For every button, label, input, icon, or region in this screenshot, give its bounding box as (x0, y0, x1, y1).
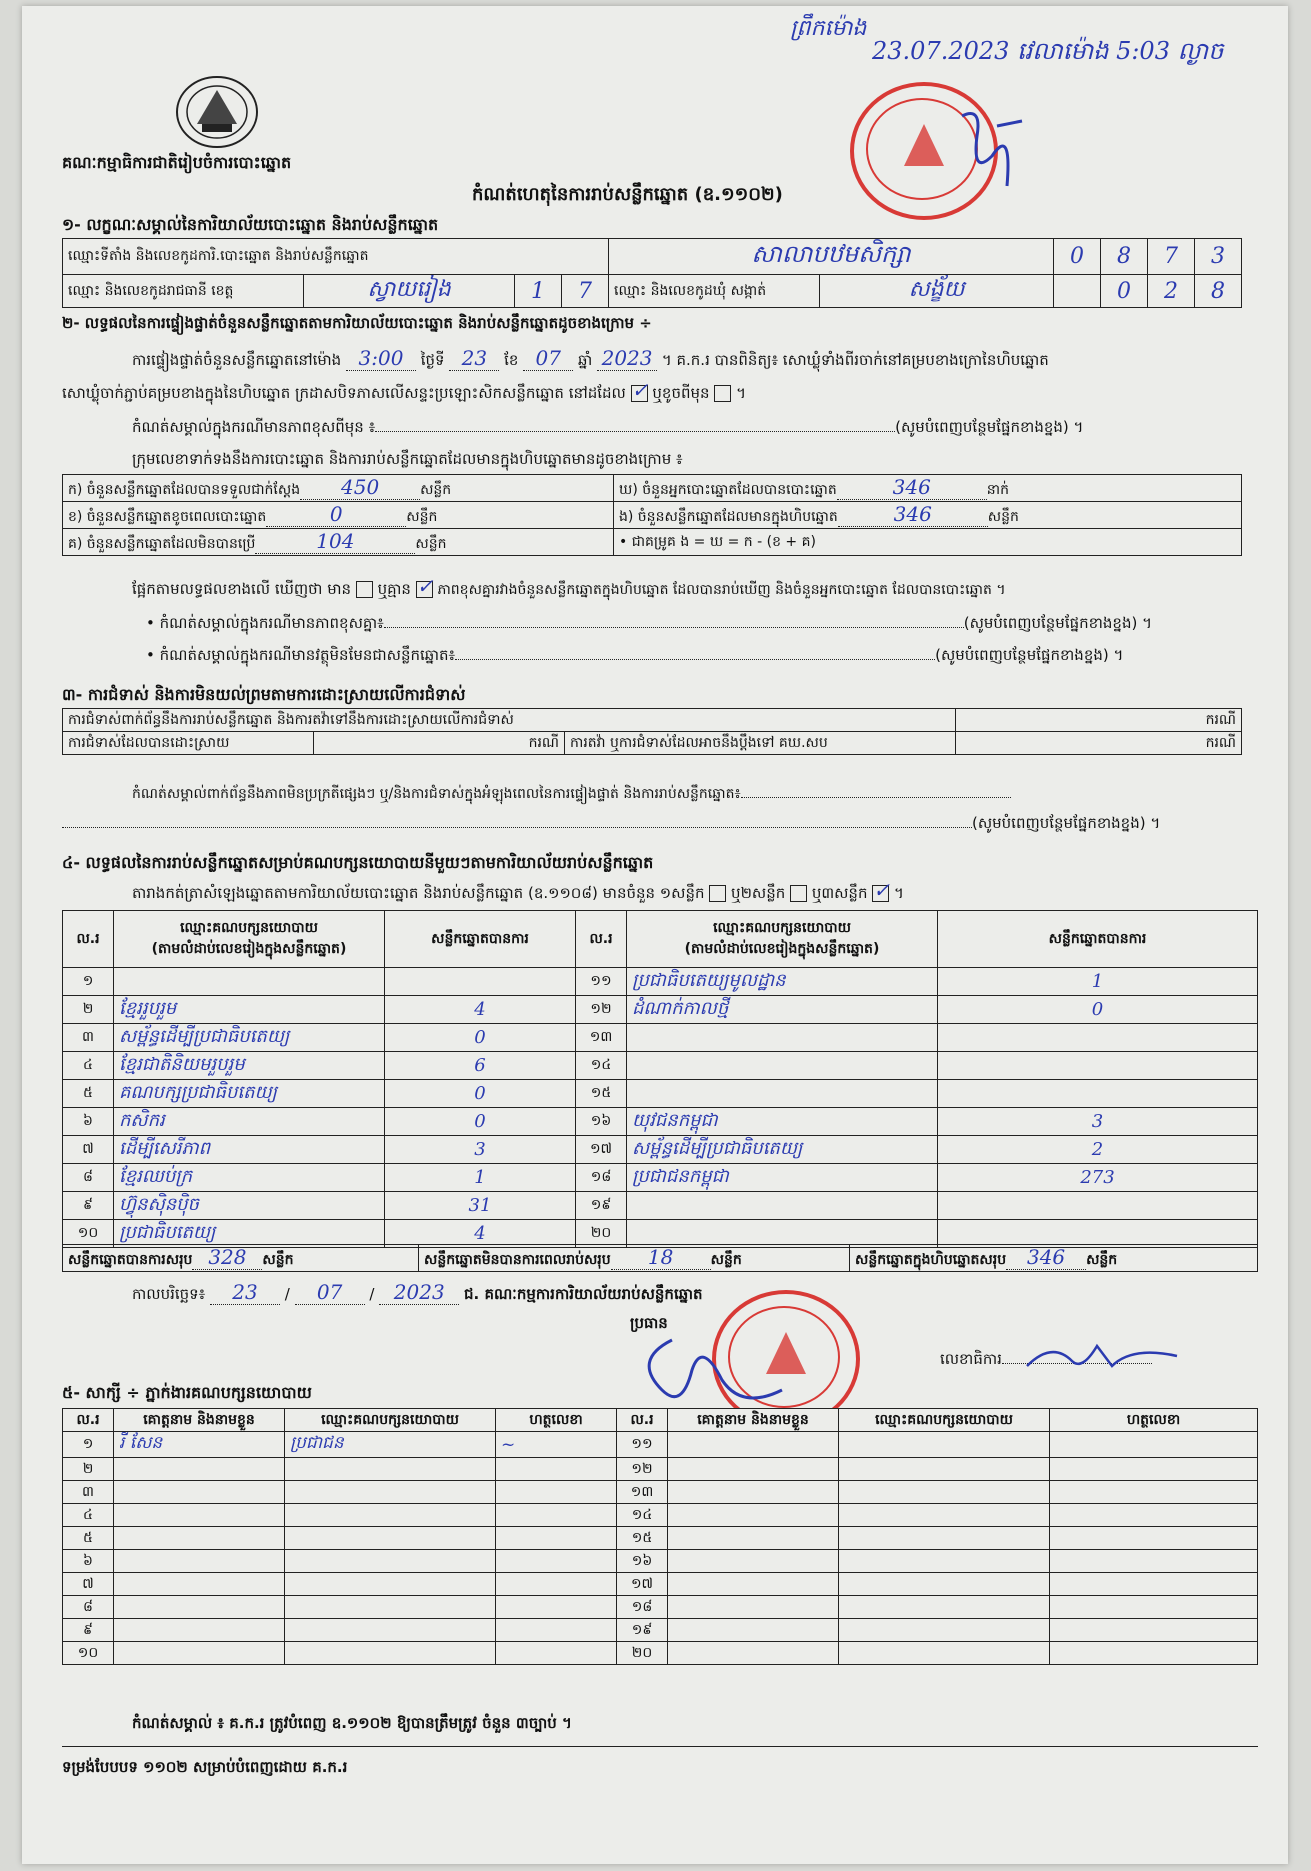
result-no: ៣ (63, 1024, 114, 1052)
table-row (63, 1481, 1258, 1504)
witness-signature (496, 1527, 617, 1550)
result-party-name: សម្ព័ន្ធដើម្បីប្រជាធិបតេយ្យ (114, 1024, 385, 1052)
witness-no: ១៣ (617, 1481, 668, 1504)
result-no: ១៥ (576, 1080, 627, 1108)
ballots-in-box-value: 346 (838, 502, 988, 527)
result-votes: 31 (385, 1192, 576, 1220)
section-4-title: ៤- លទ្ធផលនៃការរាប់សន្លឹកឆ្នោតសម្រាប់គណបក្សនយោបាយនីមួយៗតាមការិយាល័យរាប់សន្លឹកឆ្នោត (62, 853, 654, 872)
verification-line: ការផ្ទៀងផ្ទាត់ចំនួនសន្លឹកឆ្នោតនៅម៉ោង 3:00 ថ្ងៃទី 23 ខែ 07 ឆ្នាំ 2023 ។ គ.ក.រ បានពិនិត្យ៖ សោឃ្លុំទាំងពីរចាក់នៅគម្របខាងក្រោនៃហិបឆ្នោត (132, 346, 1049, 370)
witness-name (668, 1550, 839, 1573)
has-difference-checkbox[interactable] (356, 581, 373, 598)
ballot-figures-table (62, 474, 1242, 556)
province-name: ស្វាយរៀង (304, 275, 515, 308)
result-no: ១៣ (576, 1024, 627, 1052)
result-party-name (627, 1080, 938, 1108)
station-label: ឈ្មោះទីតាំង និងលេខកូដការិ.បោះឆ្នោត និងរាប់សន្លឹកឆ្នោត (63, 239, 609, 275)
spoiled-ballots-value: 0 (266, 502, 406, 527)
section-2-title: ២- លទ្ធផលនៃការផ្ទៀងផ្ទាត់ចំនួនសន្លឹកឆ្នោតតាមការិយាល័យបោះឆ្នោត និងរាប់សន្លឹកឆ្នោតដូចខាងក្រោម ÷ (62, 314, 652, 332)
nec-logo-icon (172, 72, 262, 152)
witness-name (114, 1481, 285, 1504)
result-no: ២ (63, 996, 114, 1024)
table-row (63, 1573, 1258, 1596)
difference-remark-line: • កំណត់សម្គាល់ក្នុងករណីមានភាពខុសគ្នា៖ (សូមបំពេញបន្ថែមផ្នែកខាងខ្នង) ។ (146, 614, 1152, 632)
irregularities-note: កំណត់សម្គាល់ពាក់ព័ន្ធនឹងភាពមិនប្រក្រតីផ្សេងៗ ឬ/និងការជំទាស់ក្នុងអំឡុងពេលនៃការផ្ទៀងផ្ទាត់ និងការរាប់សន្លឹកឆ្នោត៖ (132, 784, 1011, 805)
witness-signature (1050, 1573, 1258, 1596)
tally-sheets-line: តារាងកត់ត្រាសំឡេងឆ្នោតតាមការិយាល័យបោះឆ្នោត និងរាប់សន្លឹកឆ្នោត (ឧ.១១០៨) មានចំនួន ១សន្លឹក ឬ២សន្លឹក ឬ៣សន្លឹក ✓ ។ (132, 878, 904, 902)
witness-signature: ~ (496, 1432, 617, 1458)
result-no: ១១ (576, 968, 627, 996)
witness-party (285, 1573, 496, 1596)
table-row: ខ) ចំនួនសន្លឹកឆ្នោតខូចពេលបោះឆ្នោត 0 សន្លឹក ង) ចំនួនសន្លឹកឆ្នោតដែលមានក្នុងហិបឆ្នោត 346 សន្លឹក (63, 502, 1242, 529)
result-party-name: ប្រជាធិបតេយ្យ (114, 1220, 385, 1248)
result-votes: 0 (385, 1108, 576, 1136)
ballot-figures-intro: ក្រុមលេខាទាក់ទងនឹងការបោះឆ្នោត និងការរាប់សន្លឹកឆ្នោតដែលមានក្នុងហិបឆ្នោតមានដូចខាងក្រោម ៖ (132, 450, 683, 468)
witness-name (114, 1527, 285, 1550)
witness-signature (1050, 1504, 1258, 1527)
witness-name (114, 1642, 285, 1665)
table-row (63, 1108, 1258, 1136)
table-row (63, 1024, 1258, 1052)
witness-no: ១ (63, 1432, 114, 1458)
result-no: ៥ (63, 1080, 114, 1108)
verification-month: 07 (523, 346, 573, 371)
witness-name (114, 1573, 285, 1596)
province-label: ឈ្មោះ និងលេខកូដរាជធានី ខេត្ត (63, 275, 304, 308)
result-votes: 0 (938, 996, 1258, 1024)
witness-name (668, 1458, 839, 1481)
witness-no: ៨ (63, 1596, 114, 1619)
witness-no: ១៩ (617, 1619, 668, 1642)
seal-check-line: សោឃ្លុំចាក់ភ្ជាប់គម្របខាងក្នុងនៃហិបឆ្នោត ក្រដាសបិទភាសលើសន្ទះប្រឡោះសិកសន្លឹកឆ្នោត នៅដដែល ✓ ឬខូចពីមុន ។ (62, 378, 746, 402)
witness-signature (496, 1619, 617, 1642)
unused-ballots-value: 104 (255, 529, 415, 554)
objection-row-1-label: ការជំទាស់ពាក់ព័ន្ធនឹងការរាប់សន្លឹកឆ្នោត និងការតវ៉ាទៅនឹងការដោះស្រាយលើការជំទាស់ (63, 709, 956, 732)
witness-party (285, 1642, 496, 1665)
witness-no: ២០ (617, 1642, 668, 1665)
witness-name (114, 1504, 285, 1527)
witness-party (839, 1481, 1050, 1504)
date-day: 23 (210, 1280, 280, 1305)
result-party-name (114, 968, 385, 996)
station-name: សាលាបឋមសិក្សា (609, 239, 1054, 275)
witness-name (668, 1596, 839, 1619)
station-code-digit: 7 (1148, 239, 1195, 275)
president-label: ប្រធាន (630, 1314, 668, 1332)
totals-table: សន្លឹកឆ្នោតបានការសរុប 328 សន្លឹក សន្លឹកឆ្នោតមិនបានការពេលរាប់សរុប 18 សន្លឹក សន្លឹកឆ្នោតក្នុងហិបឆ្នោតសរុប 346 សន្លឹក (62, 1244, 1258, 1272)
result-no: ១៧ (576, 1136, 627, 1164)
witness-no: ៣ (63, 1481, 114, 1504)
total-invalid-value: 18 (611, 1245, 711, 1270)
table-row: គ) ចំនួនសន្លឹកឆ្នោតដែលមិនបានប្រើ 104 សន្លឹក • ជាគម្រូគ ង = ឃ = ក - (ខ + គ) (63, 529, 1242, 556)
result-no: ១៨ (576, 1164, 627, 1192)
objections-table: ការជំទាស់ពាក់ព័ន្ធនឹងការរាប់សន្លឹកឆ្នោត និងការតវ៉ាទៅនឹងការដោះស្រាយលើការជំទាស់ ករណី ការជំទាស់ដែលបានដោះស្រាយ ករណី ការតវ៉ា ឬការជំទាស់ដែលអាចនឹងប្ដឹងទៅ គឃ.សប ករណី (62, 708, 1242, 755)
total-valid-value: 328 (192, 1245, 262, 1270)
result-no: ៨ (63, 1164, 114, 1192)
witness-signature (496, 1573, 617, 1596)
difference-check-line: ផ្អែកតាមលទ្ធផលខាងលើ ឃើញថា មាន ឬគ្មាន ✓ ភាពខុសគ្នារវាងចំនួនសន្លឹកឆ្នោតក្នុងហិបឆ្នោត ដែលបានរាប់ឃើញ និងចំនួនអ្នកបោះឆ្នោត ដែលបានបោះឆ្នោត ។ (132, 574, 1006, 598)
table-row (63, 1052, 1258, 1080)
witness-party (285, 1619, 496, 1642)
commune-code-digit: 2 (1148, 275, 1195, 308)
witness-party (839, 1596, 1050, 1619)
form-footer: ទម្រង់បែបបទ ១១០២ សម្រាប់បំពេញដោយ គ.ក.រ (62, 1758, 348, 1776)
table-row (63, 1642, 1258, 1665)
voters-count-value: 346 (837, 475, 987, 500)
signature-top-icon (952, 96, 1032, 196)
witness-no: ៩ (63, 1619, 114, 1642)
witness-party (285, 1458, 496, 1481)
witness-name (114, 1619, 285, 1642)
result-votes: 2 (938, 1136, 1258, 1164)
table-row (63, 1619, 1258, 1642)
result-party-name: យុវជនកម្ពុជា (627, 1108, 938, 1136)
table-row (63, 1192, 1258, 1220)
witness-no: ៥ (63, 1527, 114, 1550)
witness-name (668, 1504, 839, 1527)
witness-no: ៤ (63, 1504, 114, 1527)
verification-year: 2023 (597, 346, 657, 371)
result-no: ៧ (63, 1136, 114, 1164)
station-code-digit: 8 (1101, 239, 1148, 275)
section-5-title: ៥- សាក្សី ÷ ភ្នាក់ងារគណបក្សនយោបាយ (62, 1383, 312, 1402)
form-page (22, 6, 1288, 1864)
witness-name (114, 1550, 285, 1573)
witness-party (285, 1504, 496, 1527)
witness-no: ១៧ (617, 1573, 668, 1596)
witness-party (839, 1550, 1050, 1573)
result-party-name: ប្រជាធិបតេយ្យមូលដ្ឋាន (627, 968, 938, 996)
footnote: កំណត់សម្គាល់ ៖ គ.ក.រ ត្រូវបំពេញ ឧ.១១០២ ឱ្យបានត្រឹមត្រូវ ចំនួន ៣ច្បាប់ ។ (132, 1714, 572, 1732)
witness-signature (496, 1596, 617, 1619)
result-no: ១២ (576, 996, 627, 1024)
witness-no: ៧ (63, 1573, 114, 1596)
province-code-digit: 7 (562, 275, 609, 308)
witness-party (839, 1573, 1050, 1596)
witness-name (114, 1458, 285, 1481)
result-party-name: ខ្មែរជាតិនិយមរួបរួម (114, 1052, 385, 1080)
result-party-name: ខ្មែររួបរួម (114, 996, 385, 1024)
verification-day: 23 (449, 346, 499, 371)
result-no: ១ (63, 968, 114, 996)
result-party-name: ប្រជាជនកម្ពុជា (627, 1164, 938, 1192)
witness-no: ៦ (63, 1550, 114, 1573)
table-row: ក) ចំនួនសន្លឹកឆ្នោតដែលបានទទួលជាក់ស្តែង 450 សន្លឹក ឃ) ចំនួនអ្នកបោះឆ្នោតដែលបានបោះឆ្នោត 346 នាក់ (63, 475, 1242, 502)
verification-time: 3:00 (346, 346, 416, 371)
witness-party (285, 1596, 496, 1619)
witness-party (839, 1527, 1050, 1550)
witness-party (839, 1642, 1050, 1665)
result-party-name: កសិករ (114, 1108, 385, 1136)
witness-no: ១៨ (617, 1596, 668, 1619)
province-code-digit: 1 (515, 275, 562, 308)
witness-party (839, 1504, 1050, 1527)
witness-party (839, 1458, 1050, 1481)
result-no: ៩ (63, 1192, 114, 1220)
witness-party (285, 1550, 496, 1573)
witness-name: រី សែន (114, 1432, 285, 1458)
station-code-digit: 3 (1195, 239, 1242, 275)
witness-signature (496, 1458, 617, 1481)
result-no: ៤ (63, 1052, 114, 1080)
handwritten-time-note-1: ព្រឹកម៉ោង (790, 16, 867, 41)
result-no: ៦ (63, 1108, 114, 1136)
witness-party (839, 1432, 1050, 1458)
result-votes: 273 (938, 1164, 1258, 1192)
result-party-name: ដើម្បីសេរីភាព (114, 1136, 385, 1164)
station-code-digit: 0 (1054, 239, 1101, 275)
result-votes (938, 1052, 1258, 1080)
witness-name (668, 1481, 839, 1504)
result-no: ១៩ (576, 1192, 627, 1220)
resolved-objections-label: ការជំទាស់ដែលបានដោះស្រាយ (63, 732, 314, 755)
result-party-name: ខ្មែរឈប់ក្រ (114, 1164, 385, 1192)
witness-signature (1050, 1527, 1258, 1550)
result-votes: 0 (385, 1024, 576, 1052)
witness-signature (496, 1504, 617, 1527)
form-title: កំណត់ហេតុនៃការរាប់សន្លឹកឆ្នោត (ឧ.១១០២) (472, 184, 783, 205)
witness-signature (1050, 1432, 1258, 1458)
result-party-name (627, 1024, 938, 1052)
witness-signature (1050, 1642, 1258, 1665)
result-no: ១០ (63, 1220, 114, 1248)
difference-note-line: កំណត់សម្គាល់ក្នុងករណីមានភាពខុសពីមុន ៖ (សូមបំពេញបន្ថែមផ្នែកខាងខ្នង) ។ (132, 418, 1084, 436)
result-votes: 0 (385, 1080, 576, 1108)
irregularities-fill-line: (សូមបំពេញបន្ថែមផ្នែកខាងខ្នង) ។ (62, 814, 1160, 836)
table-row (63, 1458, 1258, 1481)
total-in-box-value: 346 (1006, 1245, 1086, 1270)
station-identity-table (62, 238, 1242, 308)
secretary-label: លេខាធិការ (940, 1350, 1152, 1372)
result-votes: 3 (385, 1136, 576, 1164)
damaged-checkbox[interactable] (714, 385, 731, 402)
witness-name (668, 1432, 839, 1458)
handwritten-time-note-2: 23.07.2023 វេលាម៉ោង 5:03 ល្ងាច (872, 37, 1224, 65)
date-line: កាលបរិច្ឆេទ៖ 23 / 07 / 2023 ជ. គណៈកម្មការការិយាល័យរាប់សន្លឹកឆ្នោត (132, 1280, 703, 1304)
party-results-table: ល.រ ឈ្មោះគណបក្សនយោបាយ (តាមលំដាប់លេខរៀងក្នុងសន្លឹកឆ្នោត) សន្លឹកឆ្នោតបានការ ល.រ ឈ្មោះគណបក្សនយោបាយ (តាមលំដាប់លេខរៀងក្នុងសន្លឹកឆ្នោត) សន្លឹកឆ្នោតបានការ ១ ១១ ប្រជាធិបតេយ្យមូលដ្ឋាន 1 ២ ខ្មែររួបរួម 4 ១២ ដំណាក់កាលថ្មី 0 ៣ សម្ព័ន្ធដើម្បីប្រជាធិបតេយ្យ 0 ១៣ ៤ ខ្មែរជាតិនិយមរួបរួម 6 ១៤ ៥ គណបក្សប្រជាធិបតេយ្យ 0 ១៥ ៦ កសិករ 0 ១៦ យុវជនកម្ពុជា 3 ៧ ដើម្បីសេរីភាព 3 ១៧ សម្ព័ន្ធដើម្បីប្រជាធិបតេយ្យ 2 ៨ ខ្មែរឈប់ក្រ 1 ១៨ ប្រជាជនកម្ពុជា 273 ៩ ហ៊្វុនស៊ិនប៉ិច 31 ១៩ ១០ ប្រជាធិបតេយ្យ 4 ២០ (62, 910, 1258, 1248)
date-year: 2023 (379, 1280, 459, 1305)
witness-signature (1050, 1619, 1258, 1642)
commune-code-digit: 0 (1101, 275, 1148, 308)
witnesses-table: ល.រ គោត្តនាម និងនាមខ្លួន ឈ្មោះគណបក្សនយោបាយ ហត្ថលេខា ល.រ គោត្តនាម និងនាមខ្លួន ឈ្មោះគណបក្សនយោបាយ ហត្ថលេខា ១ រី សែន ប្រជាជន ~ ១១ ២ ១២ ៣ ១៣ ៤ ១៤ ៥ ១៥ ៦ ១៦ ៧ ១៧ ៨ ១៨ ៩ ១៩ ១០ ២០ (62, 1408, 1258, 1665)
witness-no: ២ (63, 1458, 114, 1481)
witness-signature (496, 1481, 617, 1504)
table-row (63, 996, 1258, 1024)
three-sheets-checkbox-checked[interactable]: ✓ (873, 878, 891, 902)
president-signature-icon (632, 1330, 792, 1420)
witness-name (114, 1596, 285, 1619)
witness-no: ១១ (617, 1432, 668, 1458)
commune-code-digit: 8 (1195, 275, 1242, 308)
witness-signature (1050, 1481, 1258, 1504)
result-party-name (627, 1052, 938, 1080)
witness-party (839, 1619, 1050, 1642)
result-votes: 1 (385, 1164, 576, 1192)
result-party-name (627, 1192, 938, 1220)
result-votes (938, 1024, 1258, 1052)
received-ballots-value: 450 (300, 475, 420, 500)
table-row (63, 1164, 1258, 1192)
footer-divider (62, 1746, 1258, 1747)
result-votes (938, 1080, 1258, 1108)
witness-signature (1050, 1596, 1258, 1619)
witness-signature (1050, 1458, 1258, 1481)
table-row (63, 1550, 1258, 1573)
result-votes: 4 (385, 1220, 576, 1248)
witness-no: ១៤ (617, 1504, 668, 1527)
non-ballot-remark-line: • កំណត់សម្គាល់ក្នុងករណីមានវត្ថុមិនមែនជាសន្លឹកឆ្នោត៖ (សូមបំពេញបន្ថែមផ្នែកខាងខ្នង) ។ (146, 646, 1124, 664)
witness-no: ១២ (617, 1458, 668, 1481)
appeal-objections-label: ការតវ៉ា ឬការជំទាស់ដែលអាចនឹងប្ដឹងទៅ គឃ.សប (565, 732, 956, 755)
witness-signature (496, 1550, 617, 1573)
table-row (63, 1136, 1258, 1164)
table-row (63, 1596, 1258, 1619)
result-party-name: គណបក្សប្រជាធិបតេយ្យ (114, 1080, 385, 1108)
result-votes: 1 (938, 968, 1258, 996)
witness-no: ១៥ (617, 1527, 668, 1550)
section-1-title: ១- លក្ខណៈសម្គាល់នៃការិយាល័យបោះឆ្នោត និងរាប់សន្លឹកឆ្នោត (62, 215, 439, 234)
unchanged-checkbox-checked[interactable]: ✓ (631, 378, 649, 402)
table-row (63, 1527, 1258, 1550)
date-month: 07 (295, 1280, 365, 1305)
table-row (63, 1080, 1258, 1108)
secretary-signature-icon (1022, 1336, 1182, 1376)
witness-signature (496, 1642, 617, 1665)
result-party-name: ហ៊្វុនស៊ិនប៉ិច (114, 1192, 385, 1220)
result-votes (938, 1192, 1258, 1220)
table-row (63, 968, 1258, 996)
witness-name (668, 1527, 839, 1550)
result-votes: 6 (385, 1052, 576, 1080)
section-3-title: ៣- ការជំទាស់ និងការមិនយល់ព្រមតាមការដោះស្រាយលើការជំទាស់ (62, 685, 466, 704)
result-party-name: សម្ព័ន្ធដើម្បីប្រជាធិបតេយ្យ (627, 1136, 938, 1164)
witness-party (285, 1481, 496, 1504)
witness-party (285, 1527, 496, 1550)
result-party-name: ដំណាក់កាលថ្មី (627, 996, 938, 1024)
table-row (63, 1504, 1258, 1527)
no-difference-checkbox-checked[interactable]: ✓ (416, 574, 434, 598)
witness-name (668, 1619, 839, 1642)
witness-name (668, 1642, 839, 1665)
result-no: ២០ (576, 1220, 627, 1248)
result-votes (385, 968, 576, 996)
result-no: ១៤ (576, 1052, 627, 1080)
witness-no: ១៦ (617, 1550, 668, 1573)
table-row (63, 1432, 1258, 1458)
witness-party: ប្រជាជន (285, 1432, 496, 1458)
witness-name (668, 1573, 839, 1596)
commune-name: សង្ខ័យ (820, 275, 1054, 308)
result-no: ១៦ (576, 1108, 627, 1136)
two-sheets-checkbox[interactable] (790, 885, 807, 902)
witness-signature (1050, 1550, 1258, 1573)
committee-name: គណៈកម្មាធិការជាតិរៀបចំការបោះឆ្នោត (62, 153, 292, 172)
one-sheet-checkbox[interactable] (709, 885, 726, 902)
result-votes: 4 (385, 996, 576, 1024)
witness-no: ១០ (63, 1642, 114, 1665)
result-votes: 3 (938, 1108, 1258, 1136)
commune-label: ឈ្មោះ និងលេខកូដឃុំ សង្កាត់ (609, 275, 820, 308)
